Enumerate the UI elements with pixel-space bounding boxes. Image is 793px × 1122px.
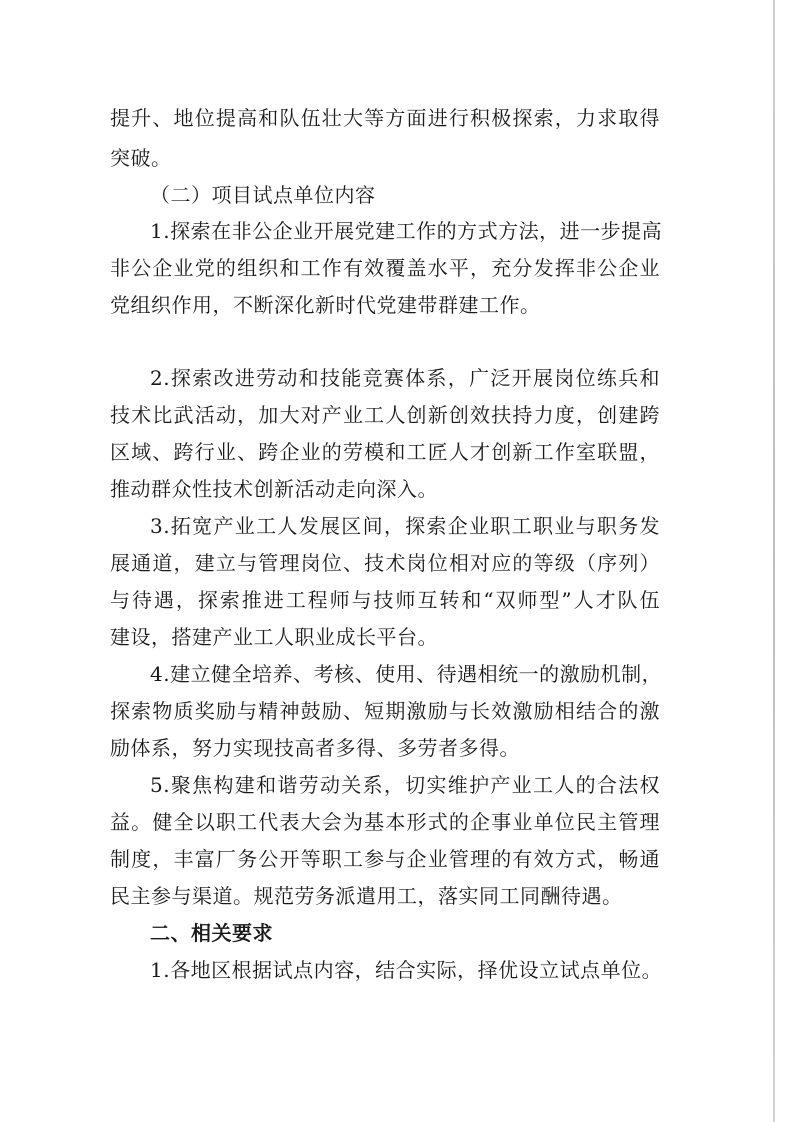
text-line: 推动群众性技术创新活动走向深入。 [110, 477, 438, 501]
text-line: 建设，搭建产业工人职业成长平台。 [110, 625, 438, 649]
paragraph-first-line: 2.探索改进劳动和技能竞赛体系，广泛开展岗位练兵和 [150, 366, 660, 390]
text-line: 突破。 [110, 146, 172, 170]
text-line: 党组织作用，不断深化新时代党建带群建工作。 [110, 293, 541, 317]
text-line: 励体系，努力实现技高者多得、多劳者多得。 [110, 736, 520, 760]
text-line: 民主参与渠道。规范劳务派遣用工，落实同工同酬待遇。 [110, 884, 623, 908]
paragraph-first-line: 3.拓宽产业工人发展区间，探索企业职工职业与职务发 [150, 514, 660, 538]
text-line: 探索物质奖励与精神鼓励、短期激励与长效激励相结合的激 [110, 699, 660, 723]
section-subheading: （二）项目试点单位内容 [150, 183, 376, 207]
paragraph-first-line: 5.聚焦构建和谐劳动关系，切实维护产业工人的合法权 [150, 773, 660, 797]
scan-edge-line [773, 0, 775, 1122]
text-line: 提升、地位提高和队伍壮大等方面进行积极探索，力求取得 [110, 106, 660, 130]
paragraph-first-line: 1.探索在非公企业开展党建工作的方式方法，进一步提高 [150, 219, 663, 243]
paragraph-first-line: 1.各地区根据试点内容，结合实际，择优设立试点单位。 [150, 958, 663, 982]
text-line: 非公企业党的组织和工作有效覆盖水平，充分发挥非公企业 [110, 256, 660, 280]
text-line: 展通道，建立与管理岗位、技术岗位相对应的等级（序列） [110, 551, 660, 575]
text-line: 制度，丰富厂务公开等职工参与企业管理的有效方式，畅通 [110, 847, 660, 871]
text-line: 技术比武活动，加大对产业工人创新创效扶持力度，创建跨 [110, 403, 660, 427]
text-line: 益。健全以职工代表大会为基本形式的企事业单位民主管理 [110, 810, 660, 834]
paragraph-first-line: 4.建立健全培养、考核、使用、待遇相统一的激励机制， [150, 662, 663, 686]
text-line: 区域、跨行业、跨企业的劳模和工匠人才创新工作室联盟， [110, 440, 660, 464]
text-line: 与待遇，探索推进工程师与技师互转和“双师型”人才队伍 [110, 588, 660, 612]
section-heading: 二、相关要求 [150, 921, 273, 945]
